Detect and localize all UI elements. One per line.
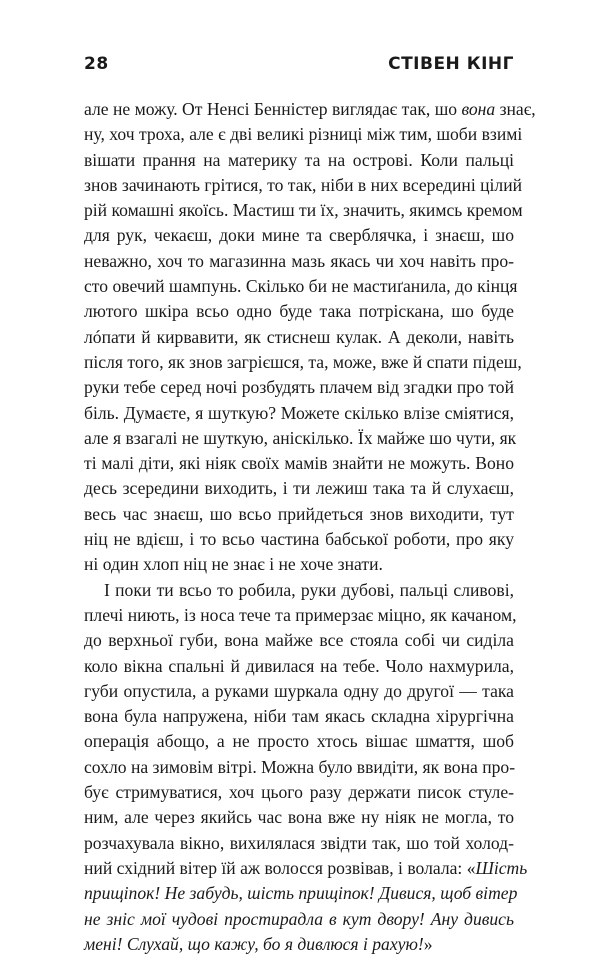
- text-segment: лóпати й кирвавити, як стиснеш кулак. А деколи, навіть: [84, 326, 514, 347]
- italic-text: не зніс мої чудові простирадла в кут двору! Ану дивись: [84, 908, 514, 929]
- text-line: [84, 325, 514, 350]
- page-number: 28: [84, 54, 109, 74]
- text-line: [84, 173, 523, 198]
- text-segment: для рук, чекаєш, доки мине та сверблячка, і знаєш, шо: [84, 225, 514, 246]
- italic-text: Шість: [475, 857, 528, 878]
- text-line: [84, 148, 514, 173]
- text-line: [84, 628, 514, 653]
- text-segment: ний східний вітер їй аж волосся розвівав, і волала: «: [84, 857, 476, 878]
- text-line: [84, 502, 514, 527]
- text-line: [84, 578, 514, 603]
- text-line: [84, 856, 528, 881]
- text-segment: після того, як знов загрієшся, та, може, вже й спати підеш,: [84, 351, 522, 372]
- text-line: [84, 527, 514, 552]
- text-line: [84, 375, 514, 400]
- text-line: [84, 729, 514, 754]
- text-segment: знає,: [495, 99, 536, 119]
- text-segment: ніц не вдієш, і то всьо частина бабської роботи, про яку: [84, 529, 514, 550]
- text-segment: сохло на зимовім вітрі. Можна було ввидіти, як вона про-: [84, 756, 516, 777]
- text-segment: коло вікна спальні й дивилася на тебе. Чоло нахмурила,: [84, 655, 514, 676]
- text-line: [84, 704, 514, 729]
- body-text: [84, 97, 536, 957]
- text-line: [84, 97, 536, 122]
- paragraph-2: [84, 578, 528, 957]
- text-line: [84, 223, 514, 248]
- text-line: [84, 907, 514, 932]
- text-line: [84, 755, 514, 780]
- text-segment: біль. Думаєте, я шуткую? Можете скілько влізе сміятися,: [84, 402, 514, 423]
- text-segment: губи опустила, а руками шуркала одну до другої — така: [84, 680, 514, 701]
- text-segment: руки тебе серед ночі розбудять плачем від згадки про той: [84, 377, 514, 398]
- text-segment: ним, але через якийсь час вона вже ну ніяк не могла, то: [84, 807, 514, 828]
- text-segment: операція абощо, а не просто хтось вішає шмаття, шоб: [84, 731, 514, 752]
- text-segment: до верхньої губи, вона майже все стояла собі чи сиділа: [84, 630, 514, 651]
- text-segment: вішати прання на материку та на острові. Коли пальці: [84, 149, 514, 170]
- text-line: [84, 476, 514, 501]
- page-header: [84, 54, 514, 82]
- text-segment: неважно, хоч то магазинна мазь якась чи хоч навіть про-: [84, 250, 514, 271]
- text-segment: сто овечий шампунь. Скілько би не мастиґанила, до кінця: [84, 276, 518, 297]
- text-segment: ну, хоч троха, але є дві великі різниці між тим, шоби взимі: [84, 124, 523, 145]
- text-line: [84, 451, 514, 476]
- text-line: [84, 881, 518, 906]
- text-segment: плечі ниють, із носа тече та примерзає міцно, як качаном,: [84, 604, 517, 625]
- text-line: [84, 805, 514, 830]
- text-line: [84, 552, 514, 577]
- text-segment: але я взагалі не шуткую, аніскілько. Їх майже шо чути, як: [84, 427, 517, 448]
- text-line: [84, 274, 518, 299]
- text-line: [84, 299, 514, 324]
- text-line: [84, 122, 523, 147]
- text-segment: ні один хлоп ніц не знає і не хоче знати.: [84, 554, 383, 575]
- text-line: [84, 780, 514, 805]
- text-line: [84, 401, 514, 426]
- text-segment: »: [423, 933, 433, 954]
- text-line: [84, 679, 514, 704]
- text-line: [84, 426, 517, 451]
- text-line: [84, 654, 514, 679]
- text-segment: весь час знаєш, шо всьо прийдеться знов виходити, тут: [84, 503, 514, 524]
- text-segment: І поки ти всьо то робила, руки дубові, пальці сливові,: [104, 579, 514, 600]
- text-segment: бує стримуватися, хоч цього разу держати писок стуле-: [84, 782, 514, 803]
- text-segment: розчахувала вікно, вихилялася звідти так, шо той холод-: [84, 832, 514, 853]
- italic-text: прищіпок! Не забудь, шість прищіпок! Дивися, щоб вітер: [84, 883, 518, 904]
- text-segment: десь зсередини виходить, і ти лежиш така та й слухаєш,: [84, 478, 514, 499]
- text-line: [84, 831, 514, 856]
- paragraph-1: [84, 97, 536, 578]
- text-segment: але не можу. От Ненсі Бенністер виглядає так, шо: [84, 99, 462, 119]
- text-line: [84, 198, 523, 223]
- text-segment: рій комашні якоїсь. Мастиш ти їх, значить, якимсь кремом: [84, 200, 523, 221]
- italic-text: вона: [461, 99, 496, 119]
- italic-text: мені! Слухай, що кажу, бо я дивлюся і рахую!: [84, 933, 424, 954]
- text-line: [84, 249, 514, 274]
- text-segment: лютого шкіра всьо одно буде така потріскана, шо буде: [84, 301, 514, 322]
- text-segment: знов зачинають грітися, то так, ніби в них всередині цілий: [84, 174, 523, 195]
- text-line: [84, 350, 522, 375]
- text-segment: ті малі діти, які ніяк своїх мамів знайти не можуть. Воно: [84, 453, 514, 474]
- text-segment: вона була напружена, ніби там якась складна хірургічна: [84, 706, 514, 727]
- text-line: [84, 932, 514, 957]
- text-line: [84, 603, 517, 628]
- running-head-author: СТІВЕН КІНГ: [388, 54, 514, 74]
